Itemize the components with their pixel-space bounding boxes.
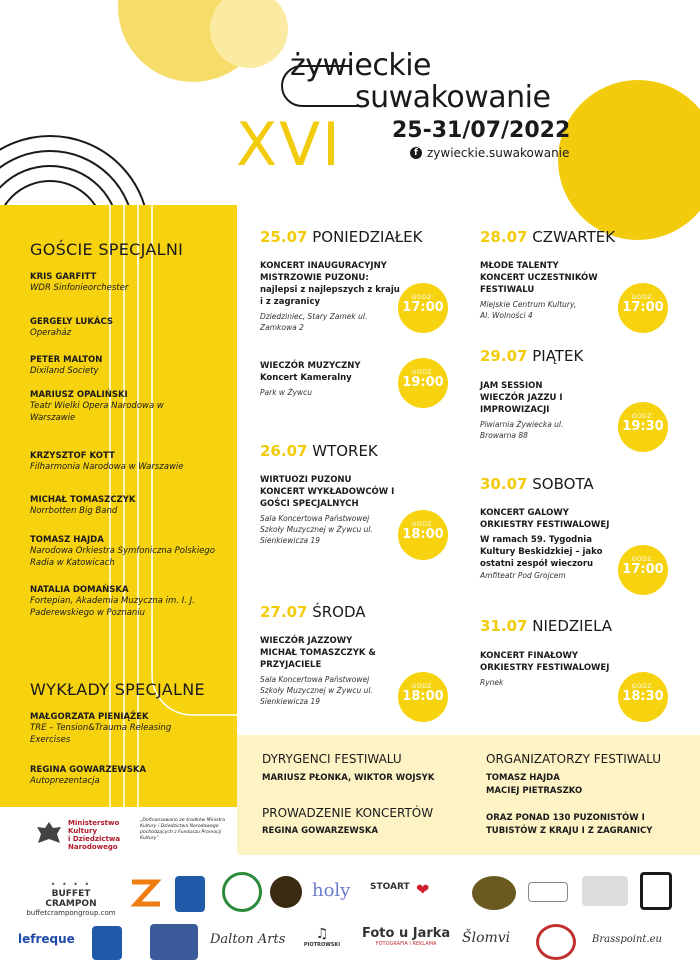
ministry-line: Narodowego <box>68 843 118 851</box>
number-logo <box>640 872 672 910</box>
guest-item: NATALIA DOMAŃSKA Fortepian, Akademia Muzyczna im. I. J. Paderewskiego w Poznaniu <box>30 585 195 618</box>
day-heading: 27.07 ŚRODA <box>260 603 366 621</box>
festival-title-line2: suwakowanie <box>355 80 551 115</box>
day-heading: 30.07 SOBOTA <box>480 475 594 493</box>
badge-logo <box>472 876 516 910</box>
slide-curve-icon <box>272 64 362 110</box>
emblem-logo <box>270 876 302 908</box>
day-heading: 26.07 WTOREK <box>260 442 378 460</box>
time-badge: GODZ. 18:30 <box>618 672 668 722</box>
concert-logo <box>528 882 568 902</box>
hosts-names: REGINA GOWARZEWSKA <box>262 826 379 836</box>
day-heading: 28.07 CZWARTEK <box>480 228 616 246</box>
time-badge: GODZ. 17:00 <box>618 545 668 595</box>
heart-logo: ❤ <box>416 880 430 899</box>
school-logo <box>582 876 628 906</box>
lefreque-logo: lefreque <box>18 932 75 946</box>
ministry-note: „Dofinansowano ze środków Ministra Kultury i Dziedzictwa Narodowego pochodzących z Funduszu Promocji Kultury” <box>140 818 226 841</box>
decor-circle-right <box>558 80 700 240</box>
dalton-arts-logo: Dalton Arts <box>210 932 286 947</box>
guest-item: TOMASZ HAJDA Narodowa Orkiestra Symfoniczna Polskiego Radia w Katowicach <box>30 535 215 568</box>
guest-item: PETER MALTON Dixiland Society <box>30 355 103 376</box>
festival-dates: 25-31/07/2022 <box>392 118 571 143</box>
ministry-line: i Dziedzictwa <box>68 835 121 843</box>
lecture-item: MAŁGORZATA PIENIĄŻEK TRE – Tension&Trauma Releasing Exercises <box>30 712 172 745</box>
event: KONCERT FINAŁOWY ORKIESTRY FESTIWALOWEJ Rynek <box>480 651 610 687</box>
event: KONCERT GALOWY ORKIESTRY FESTIWALOWEJ W ramach 59. Tygodnia Kultury Beskidzkiej – jako ostatni zespół wieczoru Amfiteatr Pod Grojcem <box>480 508 610 580</box>
stoart-logo: STOART <box>370 882 410 892</box>
culture-center-logo <box>222 872 262 912</box>
region-crest-logo <box>92 926 122 960</box>
time-badge: GODZ. 18:00 <box>398 672 448 722</box>
organizers-title: ORGANIZATORZY FESTIWALU <box>486 752 662 766</box>
sponsors-bar <box>0 860 700 980</box>
ministry-line: Kultury <box>68 827 98 835</box>
festival-title-line1: żywieckie <box>290 48 431 83</box>
event: WIECZÓR MUZYCZNY Koncert Kameralny Park w Żywcu <box>260 361 361 397</box>
guest-item: MARIUSZ OPALIŃSKI Teatr Wielki Opera Narodowa w Warszawie <box>30 390 164 423</box>
lecture-item: REGINA GOWARZEWSKA Autoprezentacja <box>30 765 147 786</box>
facebook-link[interactable] <box>410 146 569 160</box>
event: WIECZÓR JAZZOWY MICHAŁ TOMASZCZYK & PRZYJACIELE Sala Koncertowa Państwowej Szkoły Muzycznej w Żywcu ul. Sienkiewicza 19 <box>260 636 376 706</box>
conductors-names: MARIUSZ PŁONKA, WIKTOR WOJSYK <box>262 773 435 783</box>
ministry-line: Ministerstwo <box>68 819 120 827</box>
piotrowski-logo: ♫ PIOTROWSKI <box>303 926 341 948</box>
hosts-title: PROWADZENIE KONCERTÓW <box>262 806 434 820</box>
holy-music-logo: holy <box>312 880 351 901</box>
time-badge: GODZ. 18:00 <box>398 510 448 560</box>
buffet-crampon-logo: • • • • BUFFET CRAMPON buffetcrampongroup.com <box>26 880 116 917</box>
coat-of-arms-logo <box>175 876 205 912</box>
day-heading: 31.07 NIEDZIELA <box>480 617 613 635</box>
conductors-title: DYRYGENCI FESTIWALU <box>262 752 402 766</box>
event: JAM SESSION WIECZÓR JAZZU I IMPROWIZACJI Piwiarnia Żywiecka ul. Browarna 88 <box>480 381 564 440</box>
guest-item: MICHAŁ TOMASZCZYK Norrbotten Big Band <box>30 495 136 516</box>
time-badge: GODZ. 19:00 <box>398 358 448 408</box>
ribbon-logo <box>536 924 576 960</box>
ministry-logo <box>30 815 235 855</box>
time-badge: GODZ. 17:00 <box>618 283 668 333</box>
special-lectures-title: WYKŁADY SPECJALNE <box>30 680 205 699</box>
slomvi-logo: Šlomvi <box>462 930 511 946</box>
facebook-icon: f <box>410 147 422 159</box>
organizer-2: MACIEJ PIETRASZKO <box>486 786 583 796</box>
day-heading: 25.07 PONIEDZIAŁEK <box>260 228 423 246</box>
facebook-handle: zywieckie.suwakowanie <box>427 146 570 160</box>
event: WIRTUOZI PUZONU KONCERT WYKŁADOWCÓW I GOŚCI SPECJALNYCH Sala Koncertowa Państwowej Szkoły Muzycznej w Żywcu ul. Sienkiewicza 19 <box>260 475 395 545</box>
time-badge: GODZ. 17:00 <box>398 283 448 333</box>
time-badge: GODZ. 19:30 <box>618 402 668 452</box>
guest-item: KRZYSZTOF KOTT Filharmonia Narodowa w Warszawie <box>30 451 184 472</box>
brasspoint-logo: Brasspoint.eu <box>592 934 662 945</box>
eagle-emblem-icon <box>34 819 64 851</box>
event: MŁODE TALENTY KONCERT UCZESTNIKÓW FESTIWALU Miejskie Centrum Kultury, Al. Wolności 4 <box>480 261 598 320</box>
special-guests-title: GOŚCIE SPECJALNI <box>30 240 184 259</box>
guest-item: KRIS GARFITT WDR Sinfonieorchester <box>30 272 129 293</box>
guest-item: GERGELY LUKÁCS Operaház <box>30 317 114 338</box>
organizer-1: TOMASZ HAJDA <box>486 773 560 783</box>
event: KONCERT INAUGURACYJNY MISTRZOWIE PUZONU: najlepsi z najlepszych z kraju i z zagranicy Dziedziniec, Stary Zamek ul. Zamkowa 2 <box>260 261 400 332</box>
organizers-extra: ORAZ PONAD 130 PUZONISTÓW I TUBISTÓW Z KRAJU I Z ZAGRANICY <box>486 813 653 836</box>
zywiec-city-logo <box>126 876 166 912</box>
building-photo-logo <box>150 924 198 960</box>
foto-u-jarka-logo: Foto u Jarka FOTOGRAFIA I REKLAMA <box>362 926 451 947</box>
edition-number: XVI <box>236 110 342 180</box>
day-heading: 29.07 PIĄTEK <box>480 347 584 365</box>
